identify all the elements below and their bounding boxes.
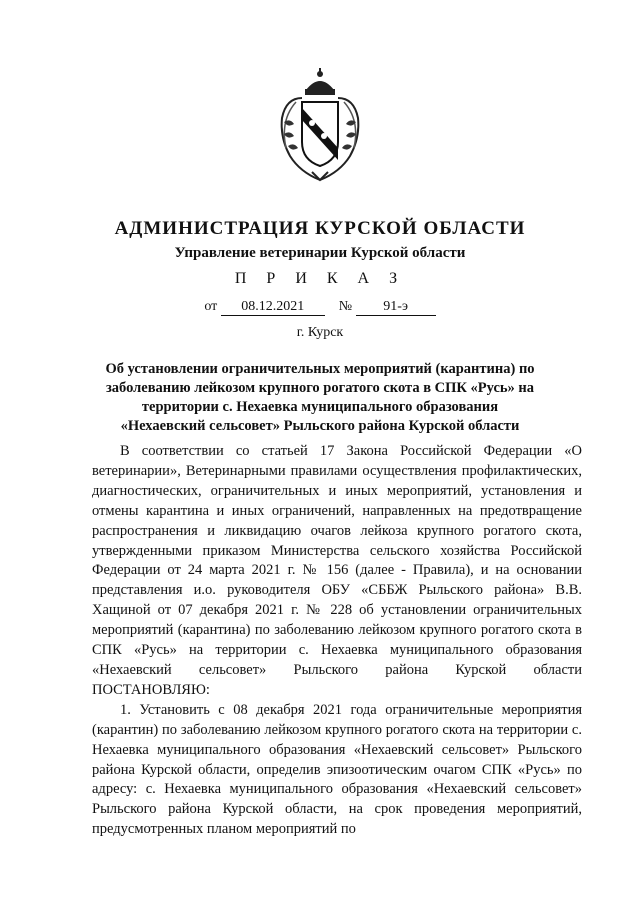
city: г. Курск [296, 325, 344, 340]
body-paragraph-item-1: 1. Установить с 08 декабря 2021 года ограничительные мероприятия (карантин) по заболеванию лейкозом крупного рогатого скота на территории с. Нехаевка муниципального образования «Нехаевский сельсовет» Рыльского района Курской области, определив эпизоотическим очагом СПК «Русь» по адресу: с. Нехаевка муниципального образования «Нехаевский сельсовет» Рыльского района Курской области, на срок проведения мероприятий, предусмотренных планом мероприятий по [92, 701, 582, 838]
document-type: П Р И К А З [234, 270, 406, 287]
order-body [92, 442, 582, 840]
date-prefix: от [204, 299, 218, 314]
coat-of-arms-emblem [272, 68, 368, 188]
department-name: Управление ветеринарии Курской области [174, 245, 466, 261]
organization-name: АДМИНИСТРАЦИЯ КУРСКОЙ ОБЛАСТИ [114, 218, 526, 239]
order-number: 91-э [356, 299, 436, 316]
order-date-number-line [0, 299, 640, 316]
order-date: 08.12.2021 [221, 299, 325, 316]
order-subject-title: Об установлении ограничительных мероприятий (карантина) по заболеванию лейкозом крупного рогатого скота в СПК «Русь» на территории с. Нехаевка муниципального образования «Нехаевский сельсовет» Рыльского района Курской области [105, 361, 535, 434]
number-prefix: № [338, 299, 353, 314]
body-paragraph-preamble: В соответствии со статьей 17 Закона Российской Федерации «О ветеринарии», Ветеринарными правилами осуществления профилактических, диагностических, ограничительных и иных мероприятий, установления и отмены карантина и иных ограничений, направленных на предотвращение распространения и ликвидацию очагов лейкоза крупного рогатого скота, утвержденными приказом Министерства сельского хозяйства Российской Федерации от 24 марта 2021 г. № 156 (далее - Правила), и на основании представления и.о. руководителя ОБУ «СББЖ Рыльского района» В.В. Хащиной от 07 декабря 2021 г. № 228 об установлении ограничительных мероприятий (карантина) по заболеванию лейкозом крупного рогатого скота в СПК «Русь» на территории с. Нехаевка муниципального образования «Нехаевский сельсовет» Рыльского района Курской области ПОСТАНОВЛЯЮ: [92, 443, 582, 698]
